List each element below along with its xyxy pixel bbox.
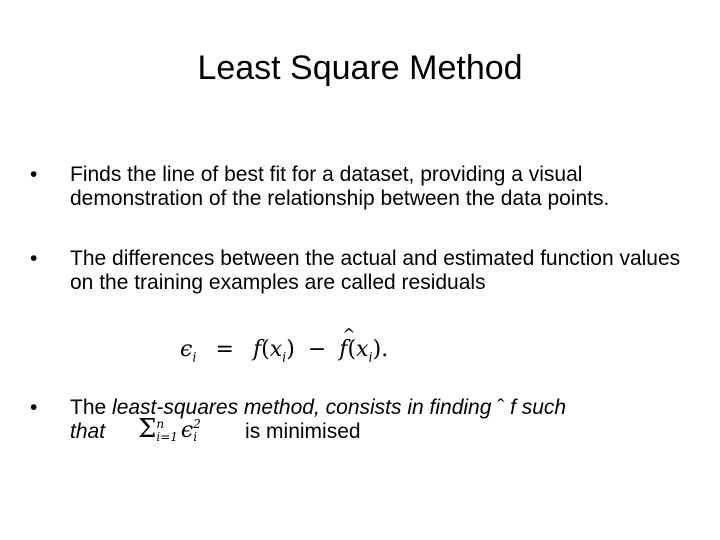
text-italic-f: f such	[504, 396, 567, 419]
argument-x: x	[356, 337, 369, 362]
subscript-i: i	[282, 350, 287, 366]
text-that: that	[70, 420, 106, 443]
text-mid: consists in finding	[319, 396, 498, 419]
bullet-item-best-fit	[30, 163, 690, 211]
bullet-text: Finds the line of best fit for a dataset, providing a visual demonstration of the relationship between the data points.	[70, 163, 610, 210]
text-minimised: is minimised	[245, 420, 361, 443]
term-scripts	[193, 418, 201, 444]
subscript-i: i	[193, 430, 198, 444]
bullet-marker: •	[30, 163, 38, 186]
epsilon-term: ϵ	[180, 418, 194, 443]
sum-lower-limit: i=1	[156, 430, 178, 444]
slide-title: Least Square Method	[197, 49, 523, 87]
power-2: 2	[193, 417, 201, 431]
function-f: f	[252, 337, 262, 362]
estimated-function-fhat: ^ f	[339, 332, 347, 368]
epsilon-symbol: ϵ	[180, 337, 193, 362]
bullet-item-residuals	[30, 247, 690, 295]
sum-of-squares-expression	[138, 414, 201, 446]
sigma-symbol: Σ	[138, 414, 157, 444]
minus-sign: −	[307, 337, 327, 362]
text-caret: ˆ	[497, 396, 505, 419]
subscript-i: i	[368, 350, 373, 366]
sum-limits	[156, 418, 178, 444]
sum-upper-limit: n	[156, 417, 165, 431]
subscript-i: i	[192, 350, 197, 366]
bullet-text: The differences between the actual and estimated function values on the training examples are called residuals	[70, 247, 681, 294]
text-pre: The	[70, 396, 113, 419]
bullet-marker: •	[30, 396, 38, 419]
bullet-marker: •	[30, 247, 38, 270]
text-italic-method: least-squares method,	[112, 396, 320, 419]
argument-x: x	[269, 337, 283, 362]
equation-period: .	[381, 337, 389, 362]
equals-sign: =	[215, 337, 234, 362]
bullet-item-least-squares	[30, 396, 690, 444]
residual-equation: $\epsilon_i = f(x_i)$ − ^ $f(x_i)$.	[180, 332, 388, 376]
